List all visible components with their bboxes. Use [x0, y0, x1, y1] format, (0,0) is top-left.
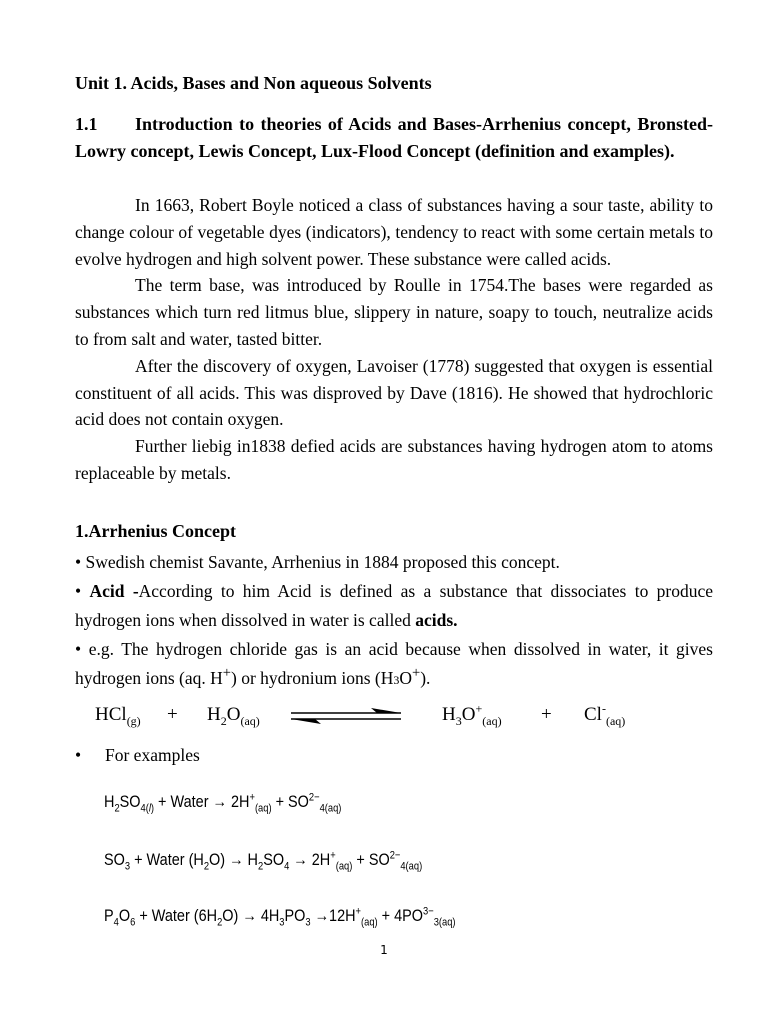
eq-plus-1: +	[167, 704, 178, 725]
eq-plus-2: +	[541, 704, 552, 725]
h3o-charge: +	[412, 665, 421, 682]
eq-water: $H_2O_{(aq)}$	[207, 704, 260, 728]
bullet-icon: •	[75, 552, 82, 572]
hcl-dissociation-equation	[95, 701, 655, 734]
equation-p4o6: $P_4O_6$ + Water $(6H_2O) \to 4H_3PO_3 \to 12H^+_{(aq)} + 4PO^{3-}_{3(aq)}$	[104, 905, 456, 929]
arrhenius-heading	[75, 518, 236, 544]
eq-chloride: $Cl^-_{(aq)}$	[584, 701, 626, 728]
bullet-text-savante: Swedish chemist Savante, Arrhenius in 1884 proposed this concept.	[85, 552, 560, 572]
page-number: 1	[380, 943, 388, 957]
examples-label: For examples	[105, 745, 200, 765]
paragraph-roulle: The term base, was introduced by Roulle in 1754.The bases were regarded as substances which turn red litmus blue, slippery in nature, soapy to touch, neutralize acids to from salt and water, tasted bitter.	[75, 275, 713, 349]
paragraph-boyle: In 1663, Robert Boyle noticed a class of substances having a sour taste, ability to change colour of vegetable dyes (indicators), tendency to react with some certain metals to evolve hydrogen and high solvent power. These substance were called acids.	[75, 195, 713, 269]
bullet-icon: •	[75, 639, 82, 659]
eq-hydronium: $H_3O^+_{(aq)}$	[442, 701, 502, 728]
paragraph-lavoiser: After the discovery of oxygen, Lavoiser (1778) suggested that oxygen is essential constituent of all acids. This was disproved by Dave (1816). He showed that hydrochloric acid does not contain oxygen.	[75, 355, 713, 430]
acids-term: acids.	[415, 610, 458, 630]
paragraph-liebig: Further liebig in1838 defied acids are substances having hydrogen atom to atoms replaceable by metals.	[75, 436, 713, 483]
equation-so3: $SO_3$ + Water $(H_2O) \to H_2SO_4 \to 2H^+_{(aq)} + SO^{2-}_{4(aq)}$	[104, 849, 423, 873]
bullet-item	[75, 577, 713, 635]
bullet-item	[75, 635, 713, 695]
arrhenius-heading-number: 1.	[75, 521, 89, 541]
bullet-item	[75, 548, 713, 577]
h3o-o: O	[399, 668, 412, 688]
h-plus-charge: +	[222, 665, 231, 682]
equation-h2so4: $H_2SO_{4(l)}$ + Water → $2H^+_{(aq)} + SO^{2-}_{4(aq)}$	[104, 791, 342, 815]
hcl-example-text: e.g. The hydrogen chloride gas is an acid because when dissolved in water, it gives hydrogen ions (aq. H	[75, 639, 713, 688]
section-number: 1.1	[75, 114, 98, 134]
section-heading	[75, 111, 713, 165]
examples-bullet	[75, 743, 200, 767]
arrhenius-heading-text: Arrhenius Concept	[88, 521, 236, 541]
bullet-icon: •	[75, 745, 82, 765]
arrhenius-bullets	[75, 548, 713, 695]
acid-definition: According to him Acid is defined as a substance that dissociates to produce hydrogen ions when dissolved in water is called	[75, 581, 714, 630]
bullet-icon: •	[75, 581, 82, 601]
h3o-sub: 3	[393, 673, 400, 687]
hcl-example-end: ).	[420, 668, 431, 688]
hcl-example-mid: ) or hydronium ions (H	[231, 668, 394, 688]
equilibrium-arrow-icon	[287, 706, 405, 726]
unit-title: Unit 1. Acids, Bases and Non aqueous Solvents	[75, 73, 432, 93]
intro-body	[75, 192, 713, 487]
eq-hcl: HCl$_{(g)}$	[95, 704, 141, 728]
section-title: Introduction to theories of Acids and Bases-Arrhenius concept, Bronsted-Lowry concept, Lewis Concept, Lux-Flood Concept (definition and examples).	[75, 114, 713, 161]
acid-label: Acid -	[89, 581, 139, 601]
